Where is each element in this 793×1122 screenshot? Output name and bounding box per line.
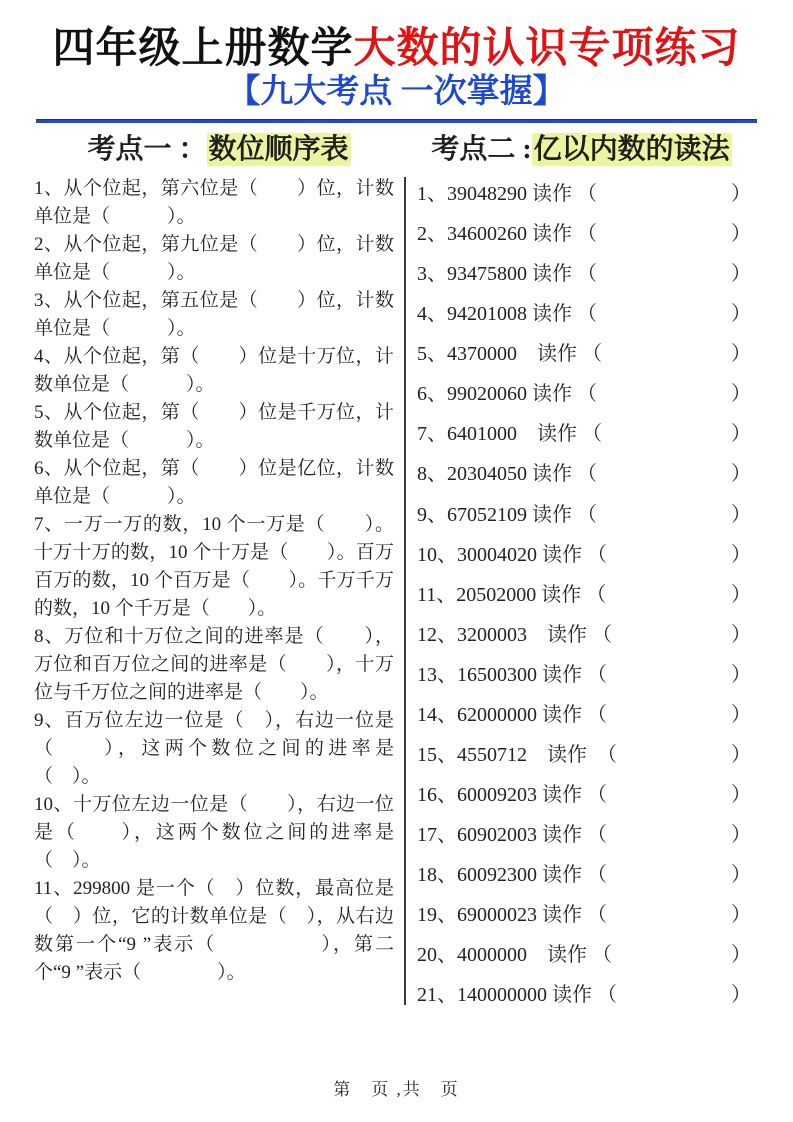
read-item-text: 19、69000023 读作 （	[417, 903, 607, 926]
read-item-text: 2、34600260 读作 （	[417, 223, 597, 246]
section-right-label: 考点二 :	[431, 134, 532, 166]
read-item	[417, 578, 757, 607]
close-paren: ）	[731, 583, 751, 606]
read-item-text: 10、30004020 读作 （	[417, 543, 607, 566]
section-left-highlight: 数位顺序表	[208, 134, 349, 166]
read-item	[417, 498, 757, 527]
read-item	[417, 457, 757, 486]
read-item	[417, 337, 757, 366]
close-paren: ）	[731, 703, 751, 726]
close-paren: ）	[731, 863, 751, 886]
read-item	[417, 818, 757, 847]
read-item-text: 21、140000000 读作 （	[417, 984, 617, 1007]
question-item: 8、万位和十万位之间的进率是（ ），万位和百万位之间的进率是（ ），十万位与千万位之间的进率是（ ）。	[34, 626, 394, 704]
title-red-part: 大数的认识专项练习	[353, 26, 741, 72]
page-footer: 第 页 ,共 页	[333, 1080, 460, 1099]
section-right-highlight: 亿以内数的读法	[533, 134, 730, 166]
read-item-text: 13、16500300 读作 （	[417, 663, 607, 686]
close-paren: ）	[731, 783, 751, 806]
question-item: 9、百万位左边一位是（ ），右边一位是（ ），这两个数位之间的进率是（ ）。	[34, 710, 394, 788]
read-item-text: 16、60009203 读作 （	[417, 783, 607, 806]
read-item-text: 4、94201008 读作 （	[417, 303, 597, 326]
section-left-label: 考点一 ：	[87, 134, 207, 166]
read-item	[417, 377, 757, 406]
close-paren: ）	[731, 984, 751, 1007]
read-item-text: 7、6401000 读作 （	[417, 423, 602, 446]
close-paren: ）	[731, 263, 751, 286]
questions-column-reading	[415, 175, 759, 1011]
read-item-text: 3、93475800 读作 （	[417, 263, 597, 286]
read-item-text: 9、67052109 读作 （	[417, 503, 597, 526]
question-item: 10、十万位左边一位是（ ），右边一位是（ ），这两个数位之间的进率是（ ）。	[34, 794, 394, 872]
close-paren: ）	[731, 423, 751, 446]
question-item: 5、从个位起，第（ ）位是千万位，计数单位是（ ）。	[34, 402, 394, 452]
read-item	[417, 658, 757, 687]
close-paren: ）	[731, 503, 751, 526]
close-paren: ）	[731, 383, 751, 406]
question-item: 11、299800 是一个（ ）位数，最高位是（ ）位，它的计数单位是（ ），从右边数第一个“9 ”表示（ ），第二个“9 ”表示（ ）。	[34, 878, 394, 984]
read-item	[417, 898, 757, 927]
read-item-text: 17、60902003 读作 （	[417, 823, 607, 846]
read-item	[417, 698, 757, 727]
read-item-text: 11、20502000 读作 （	[417, 583, 607, 606]
close-paren: ）	[731, 303, 751, 326]
read-item-text: 20、4000000 读作 （	[417, 944, 612, 967]
read-item	[417, 938, 757, 967]
question-item: 1、从个位起，第六位是（ ）位，计数单位是（ ）。	[34, 178, 394, 228]
read-item	[417, 778, 757, 807]
close-paren: ）	[731, 543, 751, 566]
read-item	[417, 417, 757, 446]
question-item: 4、从个位起，第（ ）位是十万位，计数单位是（ ）。	[34, 346, 394, 396]
section-title-right	[404, 132, 759, 167]
close-paren: ）	[731, 944, 751, 967]
section-header-row	[34, 132, 759, 167]
read-item-text: 15、4550712 读作 （	[417, 743, 617, 766]
question-item: 7、一万一万的数，10 个一万是（ ）。十万十万的数，10 个十万是（ ）。百万百万的数，10 个百万是（ ）。千万千万的数，10 个千万是（ ）。	[34, 514, 394, 620]
close-paren: ）	[731, 463, 751, 486]
read-item-text: 14、62000000 读作 （	[417, 703, 607, 726]
column-divider	[404, 177, 406, 1005]
read-item	[417, 618, 757, 647]
read-item	[417, 858, 757, 887]
title-black-part: 四年级上册数学	[52, 26, 354, 72]
read-item	[417, 297, 757, 326]
close-paren: ）	[731, 623, 751, 646]
question-item: 6、从个位起，第（ ）位是亿位，计数单位是（ ）。	[34, 458, 394, 508]
read-item-text: 12、3200003 读作 （	[417, 623, 612, 646]
section-title-left	[34, 132, 404, 167]
page-title	[34, 26, 759, 72]
read-item	[417, 177, 757, 206]
read-item	[417, 217, 757, 246]
close-paren: ）	[731, 903, 751, 926]
close-paren: ）	[731, 743, 751, 766]
close-paren: ）	[731, 823, 751, 846]
read-item-text: 1、39048290 读作 （	[417, 183, 597, 206]
close-paren: ）	[731, 343, 751, 366]
question-item: 2、从个位起，第九位是（ ）位，计数单位是（ ）。	[34, 234, 394, 284]
page-subtitle: 【九大考点 一次掌握】	[227, 74, 566, 111]
read-item-text: 5、4370000 读作 （	[417, 343, 602, 366]
questions-column-place-value	[34, 175, 394, 1011]
read-item	[417, 257, 757, 286]
close-paren: ）	[731, 663, 751, 686]
read-item	[417, 738, 757, 767]
read-item	[417, 978, 757, 1007]
question-item: 3、从个位起，第五位是（ ）位，计数单位是（ ）。	[34, 290, 394, 340]
read-item-text: 18、60092300 读作 （	[417, 863, 607, 886]
read-item-text: 6、99020060 读作 （	[417, 383, 597, 406]
content-columns	[34, 175, 759, 1011]
close-paren: ）	[731, 183, 751, 206]
header-divider-rule	[36, 119, 757, 123]
read-item	[417, 538, 757, 567]
close-paren: ）	[731, 223, 751, 246]
read-item-text: 8、20304050 读作 （	[417, 463, 597, 486]
